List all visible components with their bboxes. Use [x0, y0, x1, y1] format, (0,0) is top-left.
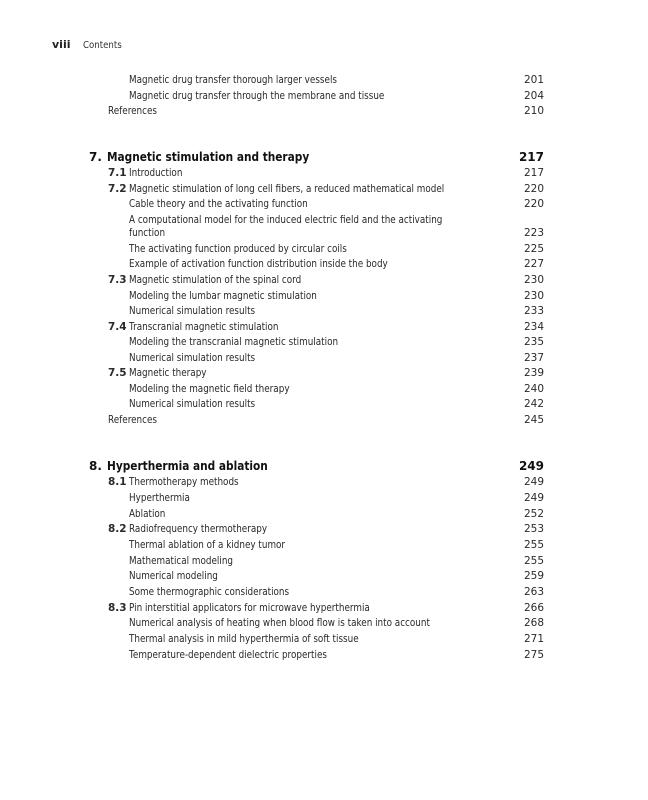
toc-entry-title: Numerical simulation results	[129, 305, 256, 317]
toc-subsection-entry[interactable]	[0, 507, 648, 522]
toc-subsection-entry[interactable]	[0, 538, 648, 553]
toc-chapter-entry[interactable]	[0, 459, 648, 474]
toc-section-entry[interactable]	[0, 273, 648, 288]
toc-entry-title: Thermotherapy methods	[129, 476, 239, 488]
toc-subsection-entry[interactable]	[0, 491, 648, 506]
toc-entry-page: 210	[523, 105, 544, 117]
toc-entry-number: 8.1	[108, 476, 127, 488]
toc-subsection-entry[interactable]	[0, 397, 648, 412]
toc-entry-title: Cable theory and the activating function	[129, 198, 308, 210]
toc-subsection-entry[interactable]	[0, 351, 648, 366]
toc-entry-number: 7.5	[108, 367, 127, 379]
toc-subsection-entry[interactable]	[0, 197, 648, 212]
toc-subsection-entry[interactable]	[0, 257, 648, 272]
toc-entry-page: 266	[523, 602, 544, 614]
toc-entry-page: 263	[523, 586, 544, 598]
toc-entry-title: Hyperthermia and ablation	[107, 459, 268, 473]
toc-section-entry[interactable]	[0, 166, 648, 181]
toc-entry-title: Radiofrequency thermotherapy	[129, 523, 268, 535]
toc-entry-page: 271	[523, 633, 544, 645]
toc-subsection-entry[interactable]	[0, 569, 648, 584]
toc-subsection-entry[interactable]	[0, 89, 648, 104]
toc-entry-page: 249	[523, 492, 544, 504]
toc-entry-title: Modeling the transcranial magnetic stimulation	[129, 336, 339, 348]
toc-entry-number: 8.3	[108, 602, 127, 614]
running-header	[52, 38, 128, 54]
toc-subsection-entry[interactable]	[0, 73, 648, 88]
toc-entry-page: 255	[523, 539, 544, 551]
toc-subsection-entry[interactable]	[0, 585, 648, 600]
toc-entry-title: Some thermographic considerations	[129, 586, 290, 598]
toc-entry-page: 230	[523, 274, 544, 286]
toc-entry-number: 7.	[89, 150, 102, 164]
toc-entry-page: 268	[523, 617, 544, 629]
toc-references-entry[interactable]	[0, 413, 648, 428]
toc-entry-page: 227	[523, 258, 544, 270]
toc-entry-title: Magnetic drug transfer through the membrane and tissue	[129, 90, 385, 102]
toc-entry-page: 204	[523, 90, 544, 102]
toc-entry-title: Example of activation function distribution inside the body	[129, 258, 388, 270]
toc-entry-title: Thermal ablation of a kidney tumor	[129, 539, 286, 551]
toc-entry-title: Ablation	[129, 508, 166, 520]
toc-entry-page: 259	[523, 570, 544, 582]
toc-entry-title: Numerical simulation results	[129, 398, 256, 410]
toc-entry-page: 249	[523, 476, 544, 488]
toc-section-entry[interactable]	[0, 320, 648, 335]
toc-entry-title: Magnetic therapy	[129, 367, 207, 379]
toc-entry-page: 217	[518, 150, 544, 164]
toc-entry-page: 223	[523, 227, 544, 239]
toc-entry-page: 220	[523, 183, 544, 195]
toc-subsection-entry[interactable]	[0, 304, 648, 319]
toc-entry-page: 240	[523, 383, 544, 395]
toc-entry-page: 235	[523, 336, 544, 348]
toc-subsection-entry[interactable]	[0, 335, 648, 350]
toc-entry-page: 255	[523, 555, 544, 567]
toc-entry-page: 201	[523, 74, 544, 86]
toc-entry-page: 242	[523, 398, 544, 410]
toc-entry-page: 217	[523, 167, 544, 179]
toc-entry-page: 225	[523, 243, 544, 255]
toc-entry-number: 8.2	[108, 523, 127, 535]
toc-subsection-entry[interactable]	[0, 554, 648, 569]
toc-entry-page: 220	[523, 198, 544, 210]
toc-entry-page: 233	[523, 305, 544, 317]
toc-section-entry[interactable]	[0, 475, 648, 490]
running-section-title: Contents	[83, 40, 123, 51]
toc-entry-title: Numerical modeling	[129, 570, 218, 582]
toc-entry-number: 7.4	[108, 321, 127, 333]
toc-entry-page: 249	[518, 459, 544, 473]
toc-entry-title: Magnetic stimulation of the spinal cord	[129, 274, 302, 286]
toc-entry-number: 8.	[89, 459, 102, 473]
toc-entry-title: Mathematical modeling	[129, 555, 234, 567]
toc-entry-title: Numerical analysis of heating when blood flow is taken into account	[129, 617, 430, 629]
toc-entry-title: Magnetic stimulation and therapy	[107, 150, 310, 164]
toc-entry-title: Transcranial magnetic stimulation	[129, 321, 279, 333]
toc-entry-title: A computational model for the induced electric field and the activating	[129, 214, 443, 226]
toc-entry-title: Magnetic drug transfer thorough larger vessels	[129, 74, 337, 86]
toc-entry-page: 230	[523, 290, 544, 302]
toc-entry-title: Thermal analysis in mild hyperthermia of soft tissue	[129, 633, 359, 645]
toc-entry-title: Magnetic stimulation of long cell fibers, a reduced mathematical model	[129, 183, 445, 195]
toc-entry-page: 275	[523, 649, 544, 661]
toc-section-entry[interactable]	[0, 601, 648, 616]
toc-subsection-entry[interactable]	[0, 242, 648, 257]
toc-chapter-entry[interactable]	[0, 150, 648, 165]
toc-entry-title: The activating function produced by circular coils	[129, 243, 347, 255]
toc-subsection-entry[interactable]	[0, 382, 648, 397]
toc-entry-number: 7.1	[108, 167, 127, 179]
toc-entry-page: 239	[523, 367, 544, 379]
toc-entry-title: References	[108, 105, 158, 117]
toc-subsection-entry[interactable]	[0, 648, 648, 663]
toc-entry-title: Numerical simulation results	[129, 352, 256, 364]
toc-entry-title: References	[108, 414, 158, 426]
toc-entry-page: 245	[523, 414, 544, 426]
toc-subsection-entry[interactable]	[0, 289, 648, 304]
toc-section-entry[interactable]	[0, 522, 648, 537]
toc-section-entry[interactable]	[0, 366, 648, 381]
toc-entry-page: 234	[523, 321, 544, 333]
toc-entry-title: function	[129, 227, 166, 239]
toc-entry-title: Modeling the lumbar magnetic stimulation	[129, 290, 317, 302]
toc-entry-title: Hyperthermia	[129, 492, 190, 504]
toc-entry-number: 7.3	[108, 274, 127, 286]
toc-entry-title: Introduction	[129, 167, 183, 179]
toc-subsection-entry[interactable]	[0, 632, 648, 647]
toc-entry-title: Pin interstitial applicators for microwave hyperthermia	[129, 602, 370, 614]
toc-section-entry[interactable]	[0, 182, 648, 197]
page-number: viii	[52, 38, 71, 51]
toc-subsection-entry[interactable]	[0, 616, 648, 631]
toc-subsection-entry[interactable]	[0, 226, 648, 241]
toc-entry-title: Modeling the magnetic field therapy	[129, 383, 290, 395]
toc-entry-page: 252	[523, 508, 544, 520]
toc-references-entry[interactable]	[0, 104, 648, 119]
toc-entry-title: Temperature-dependent dielectric properties	[129, 649, 327, 661]
toc-entry-page: 237	[523, 352, 544, 364]
toc-entry-page: 253	[523, 523, 544, 535]
toc-entry-number: 7.2	[108, 183, 127, 195]
